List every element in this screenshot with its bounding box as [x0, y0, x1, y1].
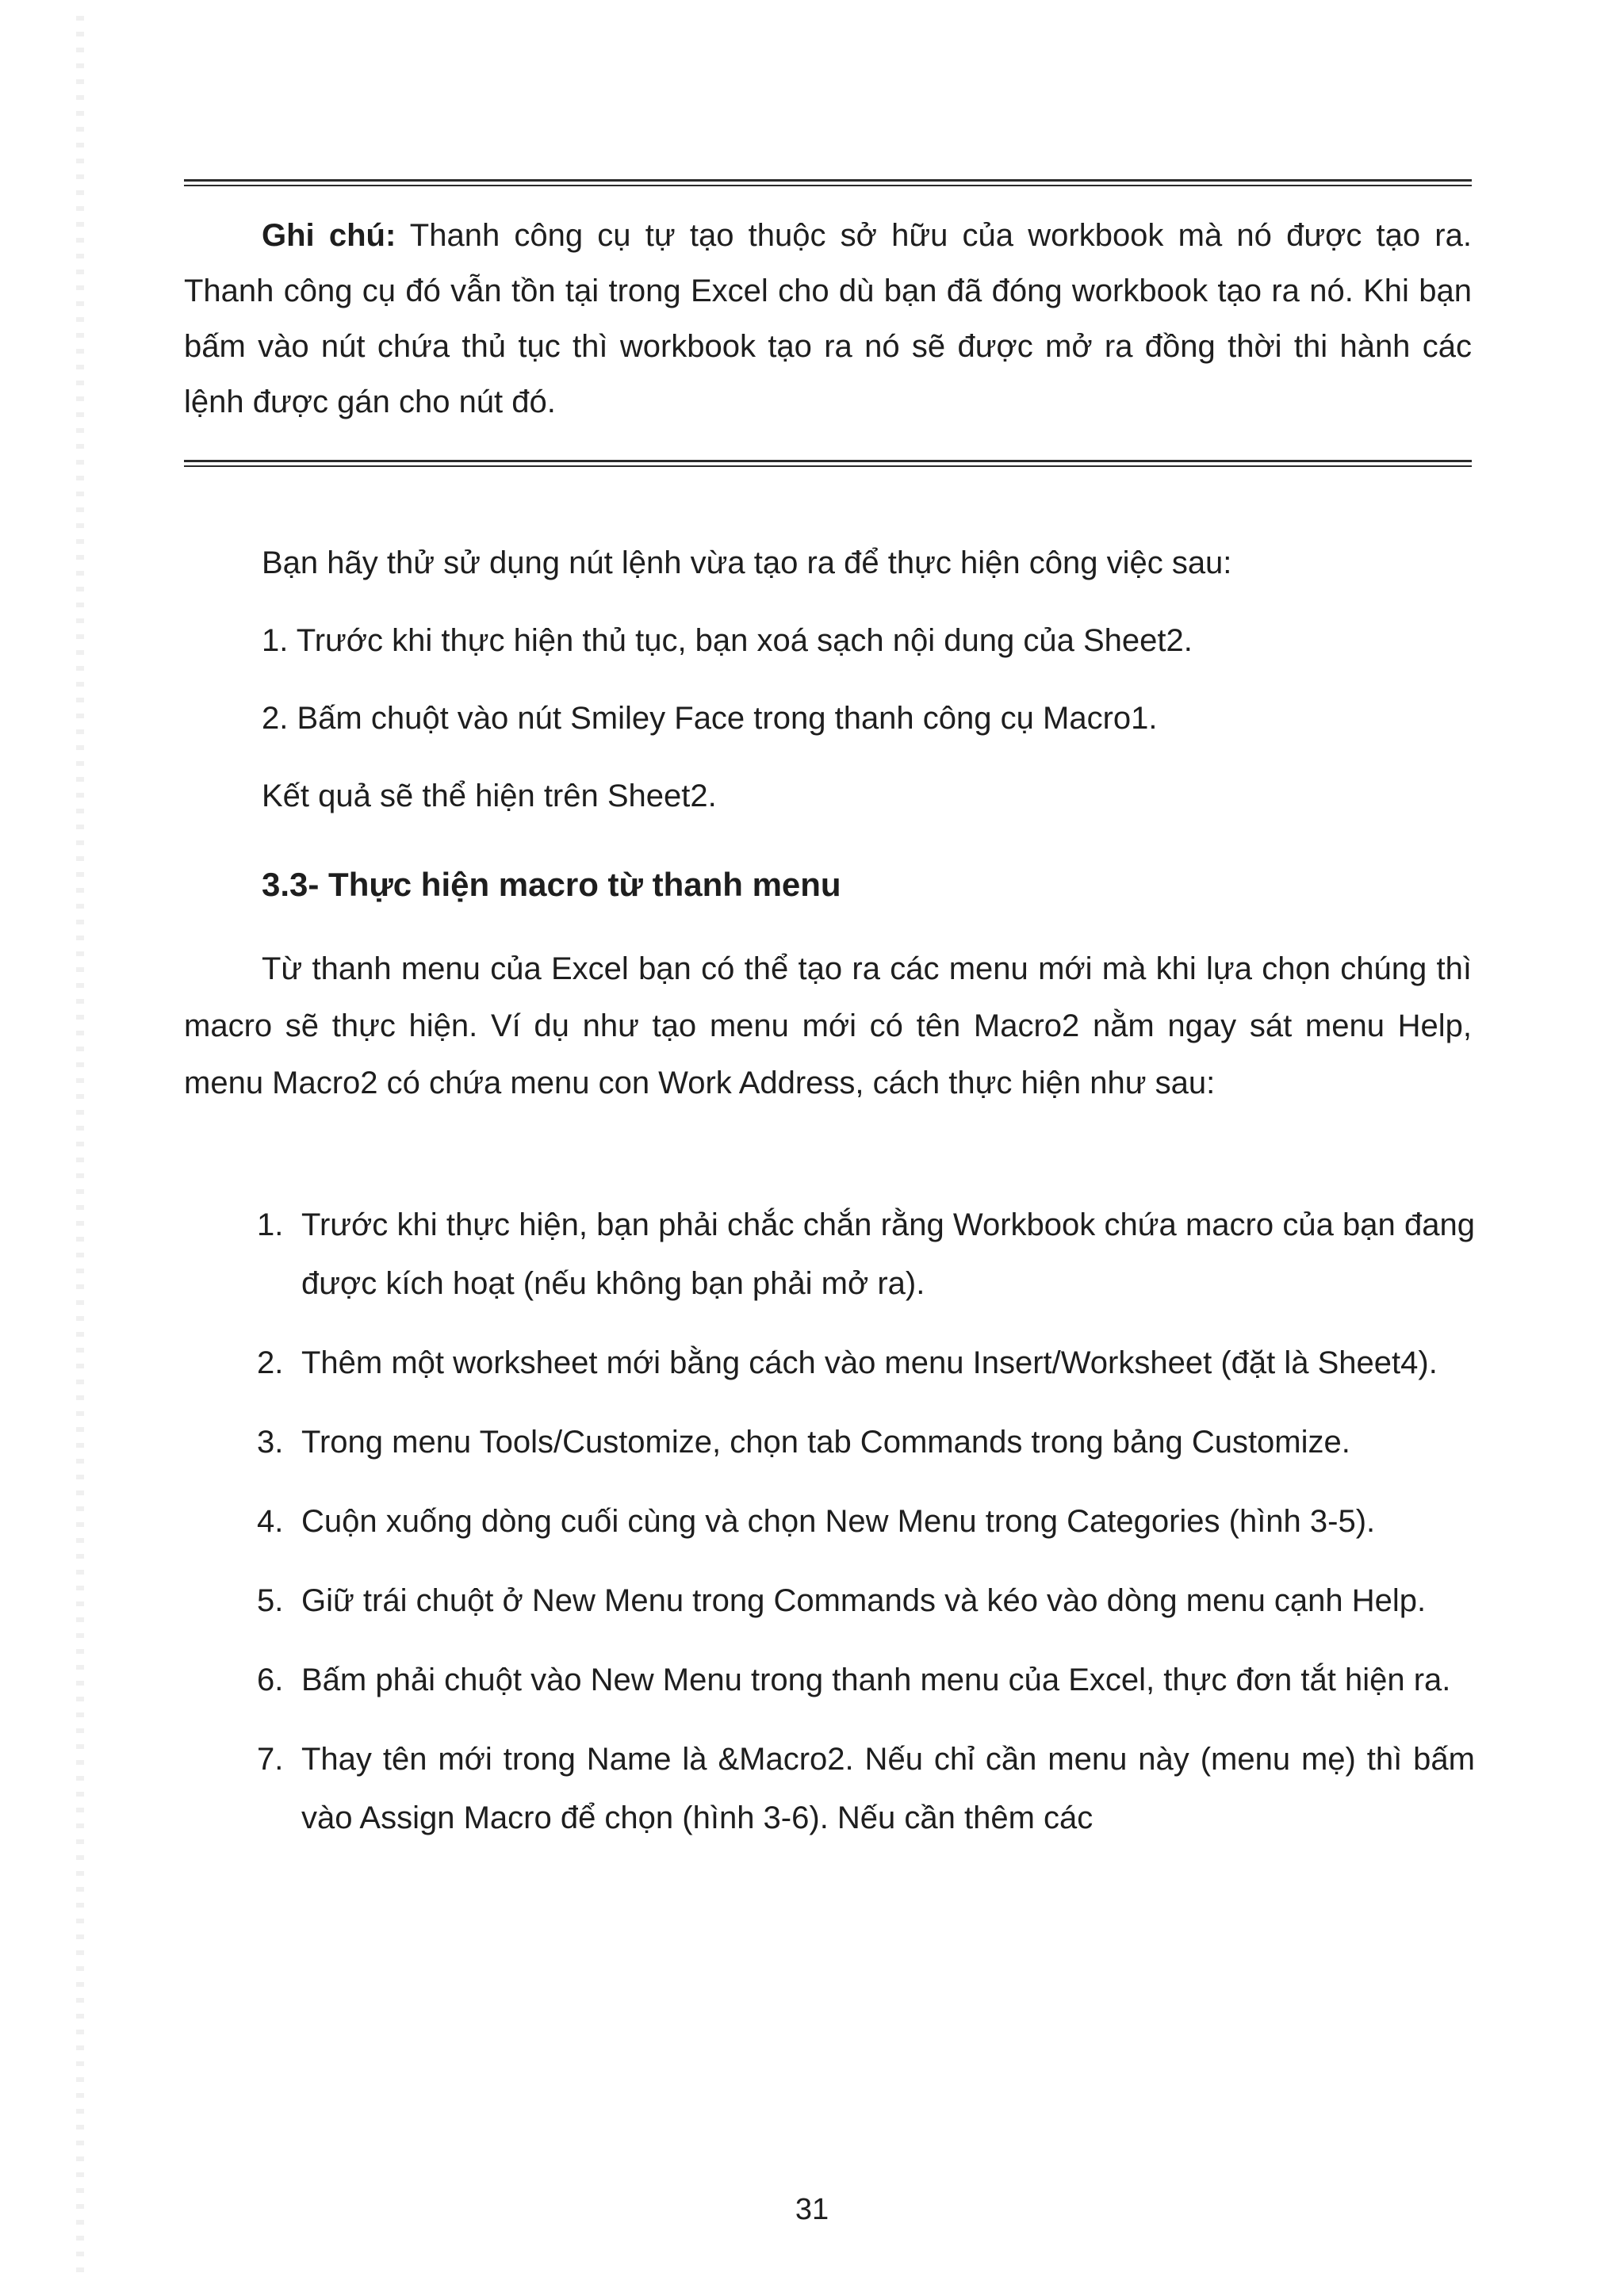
section-paragraph: Từ thanh menu của Excel bạn có thể tạo ra các menu mới mà khi lựa chọn chúng thì macro sẽ thực hiện. Ví dụ như tạo menu mới có tên Macro2 nằm ngay sát menu Help, menu Macro2 có chứa menu con Work Address, cách thực hiện như sau: — [184, 951, 1472, 1100]
steps-list — [257, 1196, 1475, 1868]
list-item: 3. Trong menu Tools/Customize, chọn tab Commands trong bảng Customize. — [257, 1425, 1350, 1460]
note-text: Thanh công cụ tự tạo thuộc sở hữu của workbook mà nó được tạo ra. Thanh công cụ đó vẫn tồn tại trong Excel cho dù bạn đã đóng workbook tạo ra nó. Khi bạn bấm vào nút chứa thủ tục thì workbook tạo ra nó sẽ được mở ra đồng thời thi hành các lệnh được gán cho nút đó. — [184, 218, 1472, 419]
intro-item-1: 1. Trước khi thực hiện thủ tục, bạn xoá sạch nội dung của Sheet2. — [262, 623, 1193, 658]
note-bottom-rule — [184, 460, 1472, 467]
list-item: 7. Thay tên mới trong Name là &Macro2. Nếu chỉ cần menu này (menu mẹ) thì bấm vào Assign Macro để chọn (hình 3-6). Nếu cần thêm các — [257, 1742, 1475, 1835]
list-item: 6. Bấm phải chuột vào New Menu trong thanh menu của Excel, thực đơn tắt hiện ra. — [257, 1663, 1451, 1697]
note-label: Ghi chú: — [262, 218, 396, 253]
list-item: 2. Thêm một worksheet mới bằng cách vào menu Insert/Worksheet (đặt là Sheet4). — [257, 1345, 1438, 1380]
list-item: 5. Giữ trái chuột ở New Menu trong Commands và kéo vào dòng menu cạnh Help. — [257, 1583, 1427, 1618]
intro-line: Bạn hãy thử sử dụng nút lệnh vừa tạo ra để thực hiện công việc sau: — [262, 545, 1232, 580]
note-top-rule — [184, 179, 1472, 186]
note-box — [184, 208, 1472, 430]
list-item: 1. Trước khi thực hiện, bạn phải chắc chắn rằng Workbook chứa macro của bạn đang được kích hoạt (nếu không bạn phải mở ra). — [257, 1207, 1475, 1301]
scan-edge-artifact — [76, 16, 84, 2283]
page-number: 31 — [795, 2193, 829, 2226]
section-heading: 3.3- Thực hiện macro từ thanh menu — [262, 866, 841, 903]
intro-item-2: 2. Bấm chuột vào nút Smiley Face trong thanh công cụ Macro1. — [262, 701, 1158, 736]
intro-result: Kết quả sẽ thể hiện trên Sheet2. — [262, 779, 717, 813]
list-item: 4. Cuộn xuống dòng cuối cùng và chọn New Menu trong Categories (hình 3-5). — [257, 1504, 1376, 1539]
